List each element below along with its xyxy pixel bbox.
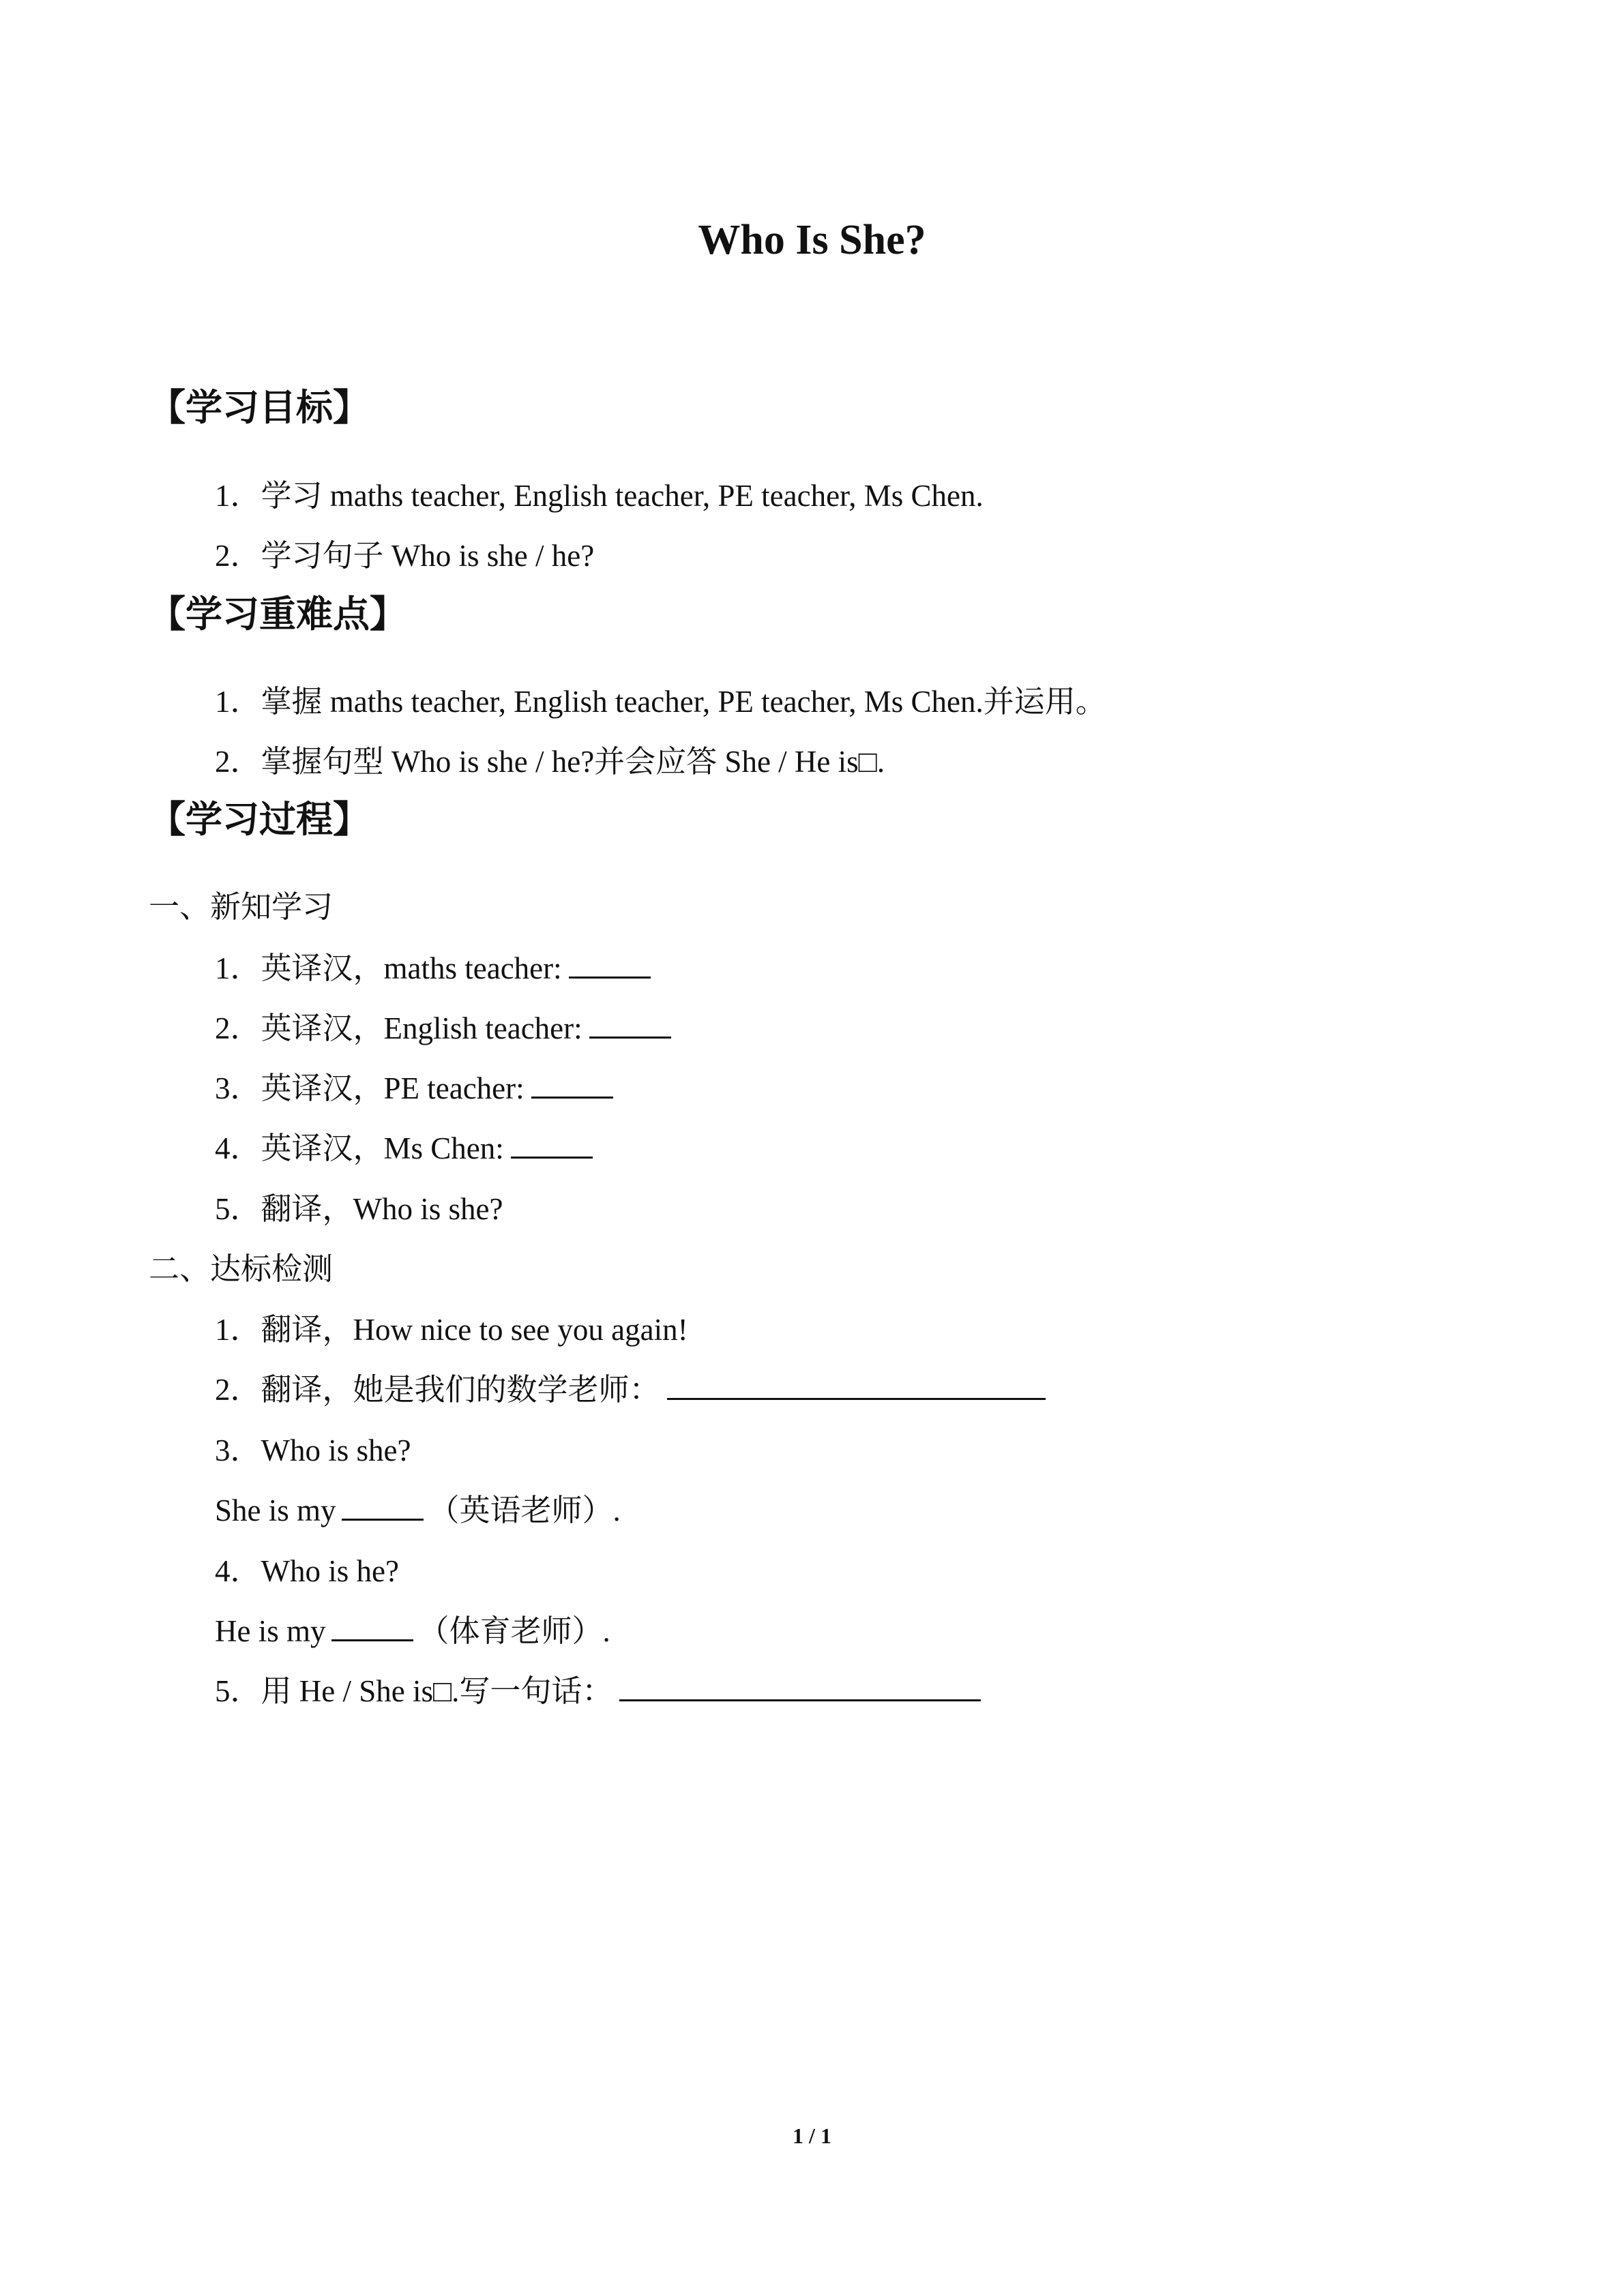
assessment-item-1: 1．翻译，How nice to see you again! bbox=[215, 1313, 688, 1347]
assessment-item-5 bbox=[215, 1671, 981, 1712]
new-knowledge-item-4 bbox=[215, 1128, 593, 1169]
assessment-answer-4 bbox=[215, 1611, 610, 1652]
section-new-knowledge: 一、新知学习 bbox=[149, 890, 334, 924]
goals-heading: 【学习目标】 bbox=[149, 386, 370, 429]
item-text: 2．翻译，她是我们的数学老师： bbox=[215, 1373, 660, 1407]
goals-item-1: 1．学习 maths teacher, English teacher, PE teacher, Ms Chen. bbox=[215, 479, 984, 513]
process-heading: 【学习过程】 bbox=[149, 798, 370, 841]
answer-blank bbox=[569, 949, 651, 979]
key-points-item-1: 1．掌握 maths teacher, English teacher, PE teacher, Ms Chen.并运用。 bbox=[215, 685, 1106, 719]
answer-blank bbox=[331, 1612, 413, 1641]
answer-blank bbox=[342, 1491, 424, 1521]
goals-item-2: 2．学习句子 Who is she / he? bbox=[215, 539, 595, 573]
new-knowledge-item-3 bbox=[215, 1068, 613, 1109]
assessment-item-4: 4．Who is he? bbox=[215, 1554, 399, 1588]
answer-blank bbox=[511, 1129, 593, 1159]
answer-suffix: （英语老师）. bbox=[428, 1493, 621, 1527]
item-text: 2．英译汉，English teacher: bbox=[215, 1011, 582, 1045]
assessment-item-3: 3．Who is she? bbox=[215, 1433, 411, 1467]
item-text: 4．英译汉，Ms Chen: bbox=[215, 1131, 504, 1165]
assessment-answer-3 bbox=[215, 1490, 621, 1531]
answer-blank bbox=[667, 1371, 1046, 1400]
new-knowledge-item-5: 5．翻译，Who is she? bbox=[215, 1192, 503, 1226]
answer-blank bbox=[589, 1009, 671, 1039]
assessment-item-2 bbox=[215, 1369, 1046, 1410]
item-text: 1．英译汉，maths teacher: bbox=[215, 951, 562, 985]
new-knowledge-item-2 bbox=[215, 1008, 671, 1049]
key-points-item-2: 2．掌握句型 Who is she / he?并会应答 She / He is□. bbox=[215, 745, 885, 779]
answer-blank bbox=[531, 1069, 613, 1099]
section-assessment: 二、达标检测 bbox=[149, 1252, 334, 1286]
item-text: 3．英译汉，PE teacher: bbox=[215, 1071, 525, 1105]
answer-suffix: （体育老师）. bbox=[418, 1614, 610, 1648]
document-title: Who Is She? bbox=[698, 217, 926, 263]
item-text: 5．用 He / She is□.写一句话： bbox=[215, 1674, 613, 1708]
answer-blank bbox=[619, 1672, 981, 1701]
answer-prefix: He is my bbox=[215, 1614, 326, 1648]
page-number: 1 / 1 bbox=[793, 2123, 831, 2148]
key-points-heading: 【学习重难点】 bbox=[149, 593, 407, 636]
answer-prefix: She is my bbox=[215, 1493, 336, 1527]
new-knowledge-item-1 bbox=[215, 948, 651, 989]
